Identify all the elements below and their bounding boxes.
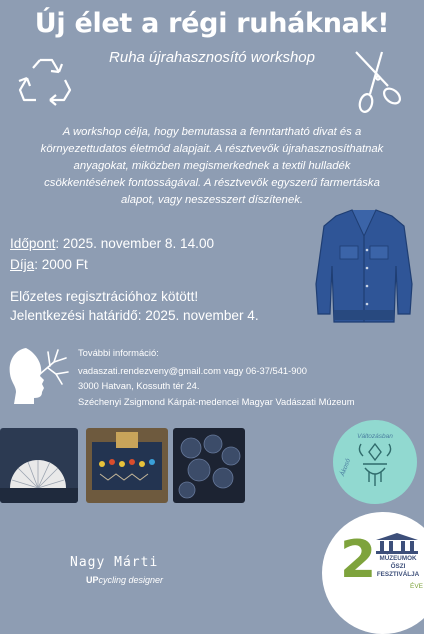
event-fee [10,257,88,272]
museum-building-icon [374,532,420,554]
registration-deadline: Jelentkezési határidő: 2025. november 4. [10,308,259,323]
photo-lace-bag [0,428,78,503]
address-line: 3000 Hatvan, Kossuth tér 24. [78,380,200,391]
muzeumok-oszi-fesztivalja-logo [322,512,424,634]
museum-line: Széchenyi Zsigmond Kárpát-medencei Magyar Vadászati Múzeum [78,395,355,407]
logo-number: 2 [340,530,377,590]
brand-name: Nagy Márti [70,555,159,570]
intro-line: környezettudatos életmód alapjait. A résztvevők újrahasznosíthatnak [40,143,384,155]
intro-line: alapot, vagy neszesszert díszítenek. [120,194,304,206]
scissors-icon [348,48,418,118]
brand-tagline-rest: cycling designer [98,575,164,585]
brand-tagline-bold: UP [86,575,99,585]
intro-line: anyagokat, miközben megismerkednek a textil hulladék [73,160,351,172]
page-subtitle: Ruha újrahasznosító workshop [109,49,315,66]
denim-jacket-icon [312,206,416,326]
contact-info [78,345,355,409]
photo-button-bag [86,428,168,503]
time-value: : 2025. november 8. 14.00 [55,236,215,251]
logo-text-line2: ŐSZI FESZTIVÁLJA [376,563,420,578]
logo-suffix: ÉVE [410,583,424,590]
logo-text-line1: MÚZEUMOK [379,555,417,562]
registration-block [10,287,259,325]
photo-rosette-bag [173,428,245,503]
valtozasban-logo [333,420,417,504]
fee-label: Díja [10,257,35,272]
info-heading: További információ: [78,347,159,358]
event-time [10,236,214,251]
contact-line[interactable]: vadaszati.rendezveny@gmail.com vagy 06-37/541-900 [78,364,307,376]
page-title: Új élet a régi ruháknak! [34,8,390,39]
logo-text [370,555,424,579]
intro-paragraph [28,124,396,209]
recycle-icon [18,54,74,106]
intro-line: A workshop célja, hogy bemutassa a fenntartható divat és a [62,126,362,138]
logo-top-text: Változásban [357,433,393,440]
fee-value: : 2000 Ft [34,257,88,272]
logo-left-text: Ákosó [339,457,352,478]
intro-line: csökkentésének fontosságával. A résztvevők egyszerű farmertáska [44,177,380,189]
tree-head-icon [4,344,72,408]
registration-note: Előzetes regisztrációhoz kötött! [10,289,199,304]
time-label: Időpont [10,236,56,251]
brand-tagline [86,575,163,585]
